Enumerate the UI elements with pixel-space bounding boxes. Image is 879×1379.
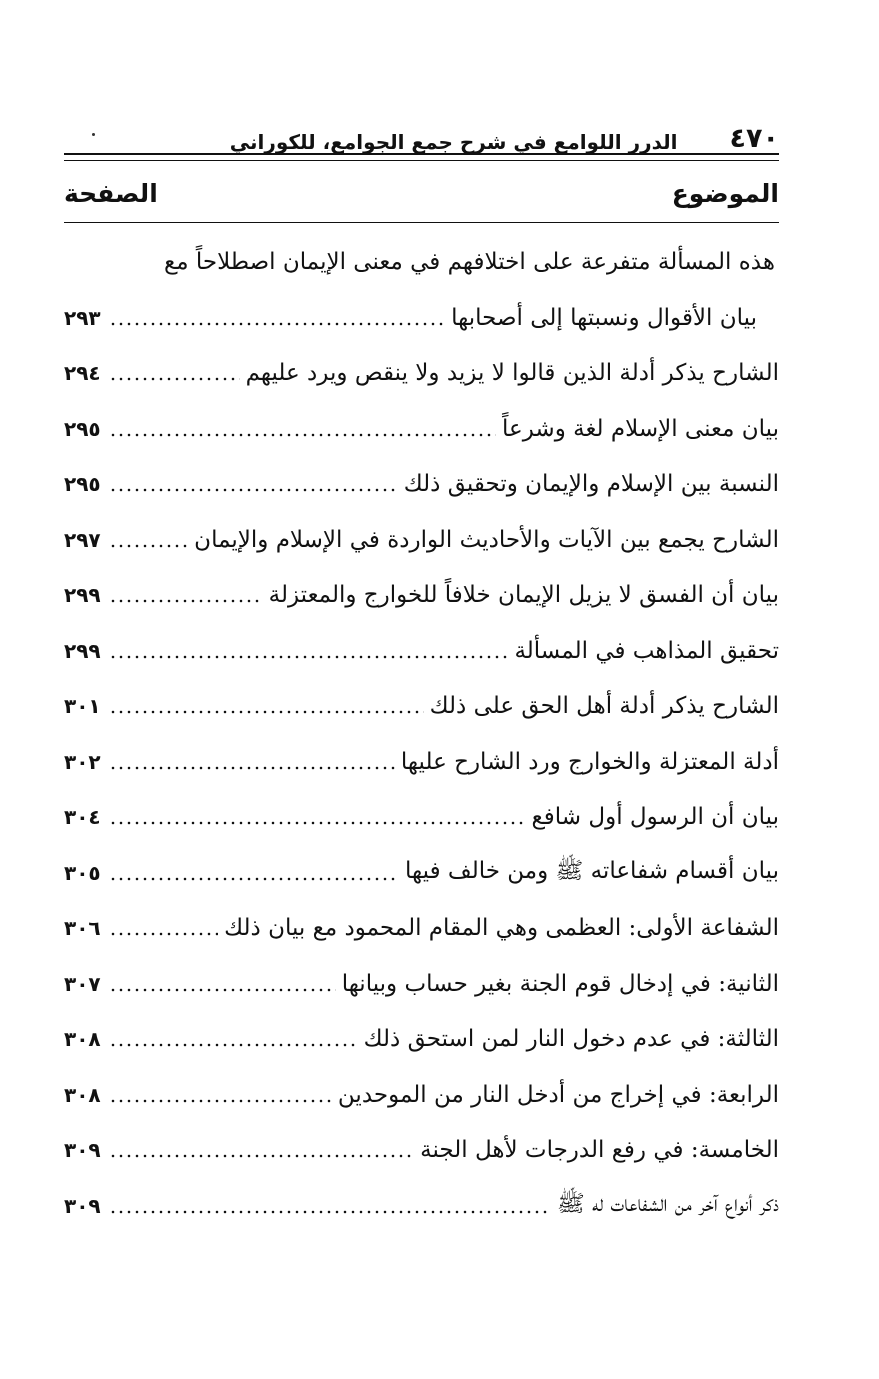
toc-entry-title: الشفاعة الأولى: العظمى وهي المقام المحمود مع بيان ذلك [224,915,779,942]
toc-entry-page: ٢٩٥ [64,416,101,441]
book-title: الدرر اللوامع في شرح جمع الجوامع، للكوراني [229,130,678,154]
page-column-heading: الصفحة [64,178,158,208]
toc-entry[interactable] [64,956,779,1012]
toc-entry-title: الشارح يذكر أدلة أهل الحق على ذلك [429,693,779,720]
toc-entry-page: ٣٠١ [64,694,101,719]
toc-entry-page: ٣٠٩ [64,1138,101,1163]
toc-entry-page: ٢٩٩ [64,583,101,608]
toc-entry[interactable] [64,790,779,846]
print-speck [92,133,95,136]
page-number: ٤٧٠ [729,123,779,154]
toc-entry[interactable] [64,1012,779,1068]
dot-leader [109,1043,358,1047]
toc-entry-title: بيان أقسام شفاعاته ﷺ ومن خالف فيها [405,857,779,884]
toc-entry-title: الخامسة: في رفع الدرجات لأهل الجنة [420,1137,779,1164]
toc-entry-title: الرابعة: في إخراج من أدخل النار من الموحدين [337,1081,779,1108]
dot-leader [109,488,398,492]
dot-leader [109,544,189,548]
toc-entry[interactable] [64,401,779,457]
table-of-contents [64,234,779,1234]
toc-entry-title: أدلة المعتزلة والخوارج ورد الشارح عليها [400,748,779,775]
dot-leader [109,766,395,770]
toc-entry-page: ٣٠٤ [64,805,101,830]
toc-entry-page: ٣٠٨ [64,1027,101,1052]
toc-entry-page: ٣٠٧ [64,971,101,996]
toc-entry[interactable] [64,901,779,957]
toc-entry-title: الشارح يذكر أدلة الذين قالوا لا يزيد ولا ينقص ويرد عليهم [245,360,779,387]
header-rule-thin [64,160,779,161]
dot-leader [109,1154,415,1158]
toc-entry-title: ذكر أنواع آخر من الشفاعات له ﷺ [556,1190,779,1217]
header-rule-thick [64,153,779,155]
column-headings [64,172,779,214]
dot-leader [109,932,219,936]
dot-leader [109,710,424,714]
toc-entry-page: ٣٠٥ [64,860,101,885]
toc-entry[interactable] [64,1123,779,1179]
toc-entry[interactable] [64,679,779,735]
toc-entry[interactable] [64,1067,779,1123]
dot-leader [109,322,446,326]
dot-leader [109,599,263,603]
toc-entry-page: ٣٠٨ [64,1082,101,1107]
dot-leader [109,1099,332,1103]
toc-entry[interactable] [64,1178,779,1234]
toc-entry[interactable] [64,512,779,568]
toc-entry-title: بيان أن الفسق لا يزيل الإيمان خلافاً للخوارج والمعتزلة [268,582,779,609]
toc-entry-page: ٢٩٥ [64,472,101,497]
toc-entry[interactable] [64,623,779,679]
toc-intro-line: هذه المسألة متفرعة على اختلافهم في معنى الإيمان اصطلاحاً مع [163,249,775,275]
toc-entry-page: ٢٩٩ [64,638,101,663]
column-heading-rule [64,222,779,223]
dot-leader [109,1210,551,1214]
toc-entry[interactable] [64,734,779,790]
toc-entry-page: ٣٠٢ [64,749,101,774]
toc-entry-title: الثانية: في إدخال قوم الجنة بغير حساب وبيانها [341,970,779,997]
toc-entry-title: الشارح يجمع بين الآيات والأحاديث الواردة في الإسلام والإيمان [194,526,779,553]
topic-column-heading: الموضوع [671,178,779,208]
toc-entry-page: ٣٠٩ [64,1193,101,1218]
toc-entry-page: ٣٠٦ [64,916,101,941]
dot-leader [109,821,526,825]
toc-entry-title: النسبة بين الإسلام والإيمان وتحقيق ذلك [403,471,779,498]
dot-leader [109,988,336,992]
toc-entry[interactable] [64,568,779,624]
dot-leader [109,433,496,437]
dot-leader [109,377,240,381]
running-header [100,112,779,152]
toc-entry[interactable] [64,457,779,513]
toc-entry-page: ٢٩٧ [64,527,101,552]
toc-entry-title: تحقيق المذاهب في المسألة [514,637,779,664]
toc-entry[interactable] [64,346,779,402]
toc-entry-page: ٢٩٣ [64,305,101,330]
toc-entry[interactable] [64,845,779,901]
toc-entry[interactable] [64,290,779,346]
dot-leader [109,655,509,659]
toc-entry-title: بيان الأقوال ونسبتها إلى أصحابها [451,304,757,331]
toc-entry-title: بيان معنى الإسلام لغة وشرعاً [502,415,779,442]
toc-entry-title: بيان أن الرسول أول شافع [531,804,779,831]
dot-leader [109,877,399,881]
toc-entry-page: ٢٩٤ [64,361,101,386]
toc-entry-title: الثالثة: في عدم دخول النار لمن استحق ذلك [363,1026,779,1053]
